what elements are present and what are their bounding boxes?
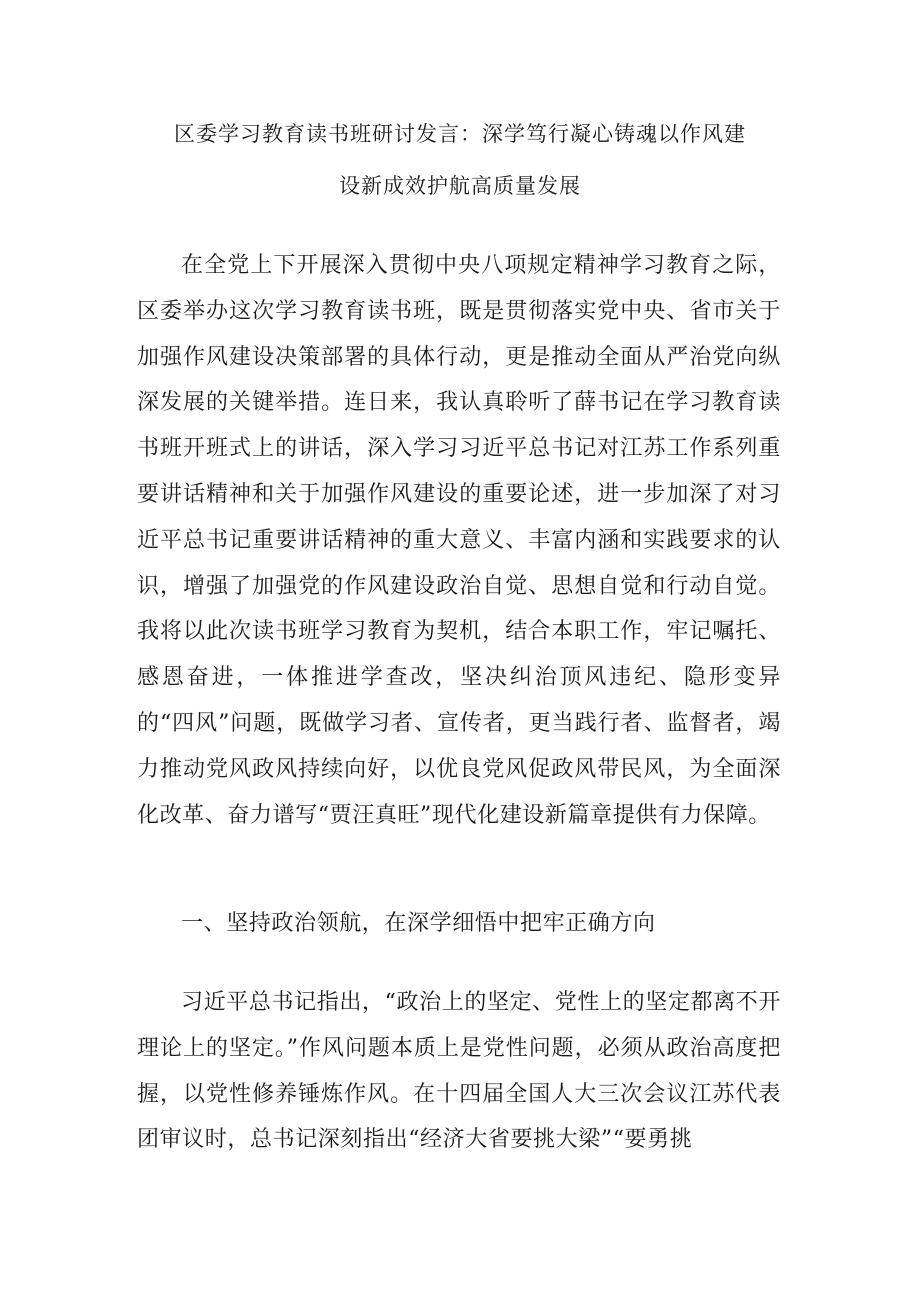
document-title	[120, 108, 800, 212]
title-line-2: 设新成效护航高质量发展	[339, 174, 581, 198]
paragraph-section-1: 习近平总书记指出，“政治上的坚定、党性上的坚定都离不开理论上的坚定。”作风问题本质上是党性问题，必须从政治高度把握，以党性修养锤炼作风。在十四届全国人大三次会议江苏代表团审议时，总书记深刻指出“经济大省要挑大梁”“要勇挑	[137, 990, 781, 1153]
paragraph-intro: 在全党上下开展深入贯彻中央八项规定精神学习教育之际，区委举办这次学习教育读书班，既是贯彻落实党中央、省市关于加强作风建设决策部署的具体行动，更是推动全面从严治党向纵深发展的关键举措。连日来，我认真聆听了薛书记在学习教育读书班开班式上的讲话，深入学习习近平总书记对江苏工作系列重要讲话精神和关于加强作风建设的重要论述，进一步加深了对习近平总书记重要讲话精神的重大意义、丰富内涵和实践要求的认识，增强了加强党的作风建设政治自觉、思想自觉和行动自觉。我将以此次读书班学习教育为契机，结合本职工作，牢记嘱托、感恩奋进，一体推进学查改，坚决纠治顶风违纪、隐形变异的“四风”问题，既做学习者、宣传者，更当践行者、监督者，竭力推动党风政风持续向好，以优良党风促政风带民风，为全面深化改革、奋力谱写“贾汪真旺”现代化建设新篇章提供有力保障。	[137, 253, 781, 828]
section-heading-1: 一、坚持政治领航，在深学细悟中把牢正确方向	[181, 911, 656, 936]
title-line-1: 区委学习教育读书班研讨发言：深学笃行凝心铸魂以作风建	[174, 122, 746, 146]
